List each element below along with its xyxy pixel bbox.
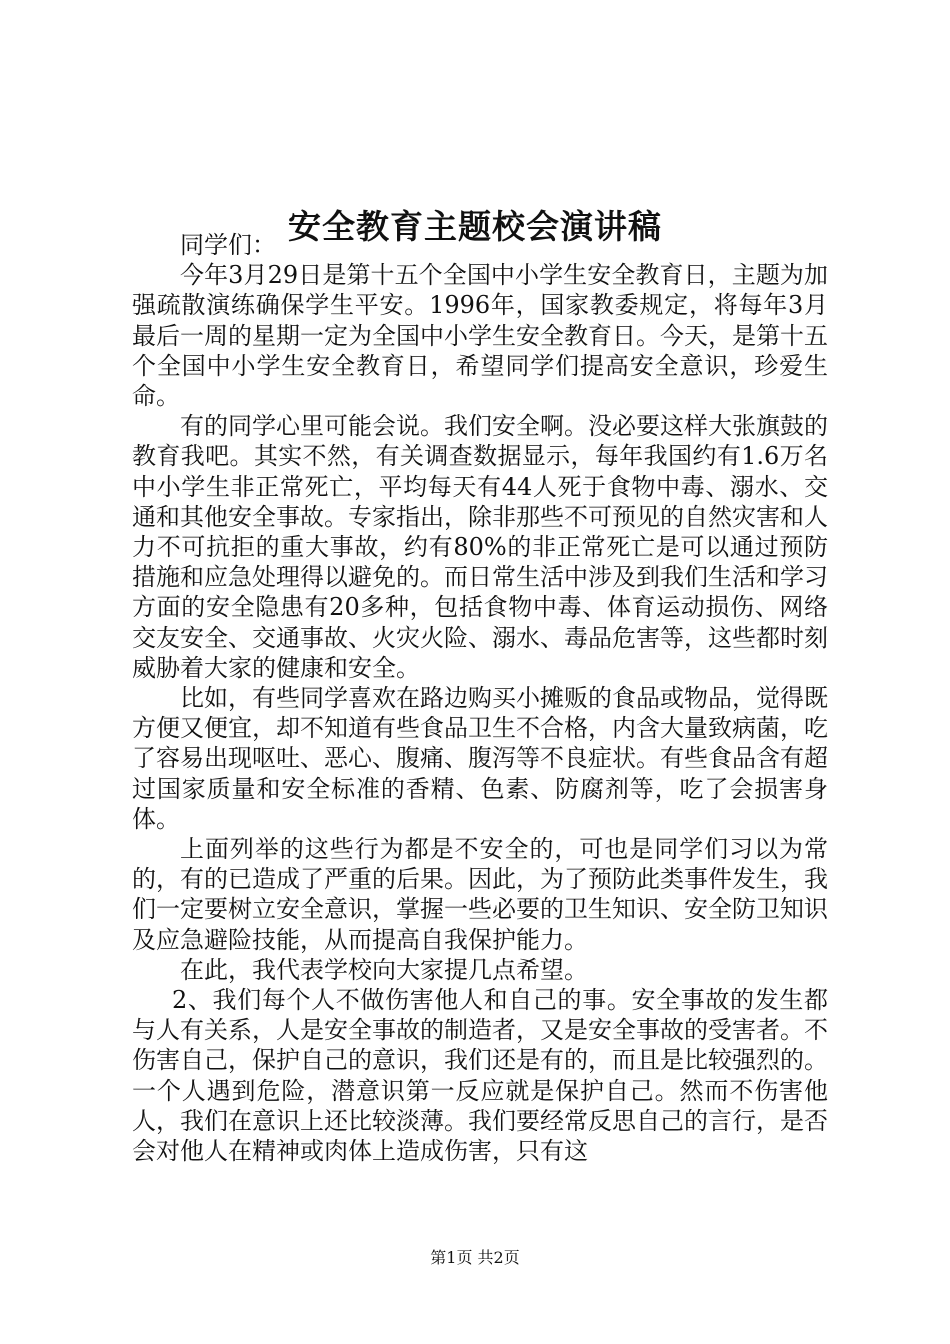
- greeting-paragraph: 同学们：: [180, 231, 276, 259]
- body-paragraph: 有的同学心里可能会说。我们安全啊。没必要这样大张旗鼓的教育我吧。其实不然，有关调查数据显示，每年我国约有1.6万名中小学生非正常死亡，平均每天有44人死于食物中毒、溺水、交通和其他安全事故。专家指出，除非那些不可预见的自然灾害和人力不可抗拒的重大事故，约有80%的非正常死亡是可以通过预防措施和应急处理得以避免的。而日常生活中涉及到我们生活和学习方面的安全隐患有20多种，包括食物中毒、体育运动损伤、网络交友安全、交通事故、火灾火险、溺水、毒品危害等，这些都时刻威胁着大家的健康和安全。: [132, 412, 828, 682]
- body-paragraph: 在此，我代表学校向大家提几点希望。: [180, 955, 588, 984]
- body-paragraph: 上面列举的这些行为都是不安全的，可也是同学们习以为常的，有的已造成了严重的后果。因此，为了预防此类事件发生，我们一定要树立安全意识，掌握一些必要的卫生知识、安全防卫知识及应急避险技能，从而提高自我保护能力。: [132, 835, 828, 954]
- page-number-footer: 第1页 共2页: [430, 1248, 520, 1267]
- body-paragraph: 2、我们每个人不做伤害他人和自己的事。安全事故的发生都与人有关系，人是安全事故的制造者，又是安全事故的受害者。不伤害自己，保护自己的意识，我们还是有的，而且是比较强烈的。一个人遇到危险，潜意识第一反应就是保护自己。然而不伤害他人，我们在意识上还比较淡薄。我们要经常反思自己的言行，是否会对他人在精神或肉体上造成伤害，只有这: [132, 986, 828, 1166]
- body-paragraph: 今年3月29日是第十五个全国中小学生安全教育日，主题为加强疏散演练确保学生平安。1996年，国家教委规定，将每年3月最后一周的星期一定为全国中小学生安全教育日。今天，是第十五个全国中小学生安全教育日，希望同学们提高安全意识，珍爱生命。: [132, 261, 828, 411]
- document-title: 安全教育主题校会演讲稿: [288, 207, 662, 247]
- body-paragraph: 比如，有些同学喜欢在路边购买小摊贩的食品或物品，觉得既方便又便宜，却不知道有些食品卫生不合格，内含大量致病菌，吃了容易出现呕吐、恶心、腹痛、腹泻等不良症状。有些食品含有超过国家质量和安全标准的香精、色素、防腐剂等，吃了会损害身体。: [132, 684, 828, 833]
- document-body: [132, 230, 828, 1166]
